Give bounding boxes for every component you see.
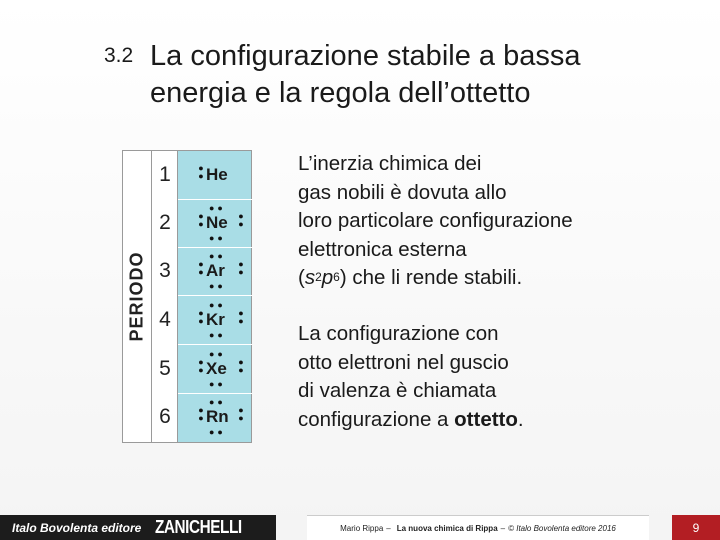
footer-book-title: La nuova chimica di Rippa bbox=[396, 523, 498, 533]
paragraph-line: La configurazione con bbox=[298, 322, 499, 345]
electron-dots-bottom: ●● bbox=[209, 233, 226, 243]
footer-bar bbox=[0, 515, 720, 540]
electron-dots-left: ● ● bbox=[198, 308, 204, 326]
element-cell-rn bbox=[178, 393, 252, 442]
footer-separator: – bbox=[500, 523, 506, 533]
element-symbol: Ne bbox=[206, 213, 228, 232]
element-symbol: Kr bbox=[206, 310, 225, 329]
octet-term: ottetto bbox=[454, 407, 518, 431]
electron-dots-left: ● ● bbox=[198, 357, 204, 375]
period-label bbox=[124, 151, 150, 442]
paragraph-line: otto elettroni nel guscio bbox=[298, 350, 509, 374]
paragraph-line: di valenza è chiamata bbox=[298, 379, 497, 402]
period-number-column bbox=[151, 151, 177, 442]
octet-pre: configurazione a bbox=[298, 407, 455, 431]
element-symbol: Xe bbox=[206, 359, 227, 378]
electron-dots-right: ● ● bbox=[238, 259, 244, 277]
noble-gas-table bbox=[122, 150, 252, 443]
zanichelli-logo: ZANICHELLI bbox=[155, 517, 243, 537]
paragraph-noble-gas-inertia bbox=[298, 150, 678, 293]
element-cell-ar bbox=[178, 247, 252, 296]
electron-dots-right: ● ● bbox=[238, 405, 244, 423]
electron-dots-bottom: ●● bbox=[209, 281, 226, 291]
publisher-logo-bar bbox=[0, 515, 276, 540]
period-number: 3 bbox=[159, 259, 171, 282]
paragraph-octet-definition bbox=[298, 320, 678, 434]
electron-dots-left: ● ● bbox=[198, 259, 204, 277]
footer-separator: – bbox=[386, 523, 391, 533]
element-symbol: He bbox=[206, 165, 228, 184]
electron-dots-bottom: ●● bbox=[209, 379, 226, 389]
section-number: 3.2 bbox=[104, 44, 134, 67]
paragraph-line-formula bbox=[298, 264, 678, 293]
formula-p-exponent: 6 bbox=[333, 270, 340, 284]
page-number: 9 bbox=[692, 520, 700, 535]
paragraph-line: elettronica esterna bbox=[298, 237, 467, 261]
electron-dots-bottom: ●● bbox=[209, 427, 226, 437]
electron-dots-top: ●● bbox=[209, 203, 226, 213]
footer-author: Mario Rippa bbox=[340, 523, 384, 533]
octet-post: . bbox=[517, 407, 524, 431]
formula-rest: ) che li rende stabili. bbox=[339, 266, 523, 289]
publisher-name: Italo Bovolenta editore bbox=[12, 520, 142, 535]
element-cell-xe bbox=[178, 345, 252, 394]
formula-p: p bbox=[321, 266, 334, 289]
formula-s: s bbox=[304, 266, 316, 289]
page-number-badge bbox=[672, 515, 720, 540]
footer-credits bbox=[307, 515, 649, 540]
period-number: 4 bbox=[159, 308, 171, 331]
element-column bbox=[177, 151, 251, 442]
electron-dots-left: ● ● bbox=[198, 163, 204, 181]
paragraph-line bbox=[298, 406, 678, 435]
period-number: 6 bbox=[159, 405, 171, 428]
electron-dots-left: ● ● bbox=[198, 211, 204, 229]
slide-title bbox=[150, 38, 580, 112]
electron-dots-top: ●● bbox=[209, 251, 226, 261]
paragraph-line: L’inerzia chimica dei bbox=[298, 152, 482, 175]
formula-s-exponent: 2 bbox=[315, 270, 322, 284]
element-cell-kr bbox=[178, 296, 252, 345]
title-line-2: energia e la regola dell’ottetto bbox=[150, 77, 531, 109]
electron-dots-bottom: ●● bbox=[209, 330, 226, 340]
element-symbol: Rn bbox=[206, 407, 229, 426]
electron-dots-right: ● ● bbox=[238, 357, 244, 375]
element-cell-he bbox=[178, 151, 252, 200]
electron-dots-top: ●● bbox=[209, 349, 226, 359]
electron-dots-right: ● ● bbox=[238, 308, 244, 326]
electron-dots-top: ●● bbox=[209, 300, 226, 310]
electron-dots-right: ● ● bbox=[238, 211, 244, 229]
paragraph-line: loro particolare configurazione bbox=[298, 209, 573, 232]
electron-dots-top: ●● bbox=[209, 397, 226, 407]
paragraph-line: gas nobili è dovuta allo bbox=[298, 180, 507, 204]
period-number: 1 bbox=[159, 163, 171, 186]
period-number: 2 bbox=[159, 211, 171, 234]
element-cell-ne bbox=[178, 199, 252, 248]
footer-copyright: © Italo Bovolenta editore 2016 bbox=[508, 523, 616, 533]
period-number: 5 bbox=[159, 357, 171, 380]
title-line-1: La configurazione stabile a bassa bbox=[150, 40, 581, 72]
electron-dots-left: ● ● bbox=[198, 405, 204, 423]
formula-open: ( bbox=[298, 266, 305, 289]
element-symbol: Ar bbox=[206, 261, 225, 280]
period-label-text: PERIODO bbox=[126, 251, 147, 342]
